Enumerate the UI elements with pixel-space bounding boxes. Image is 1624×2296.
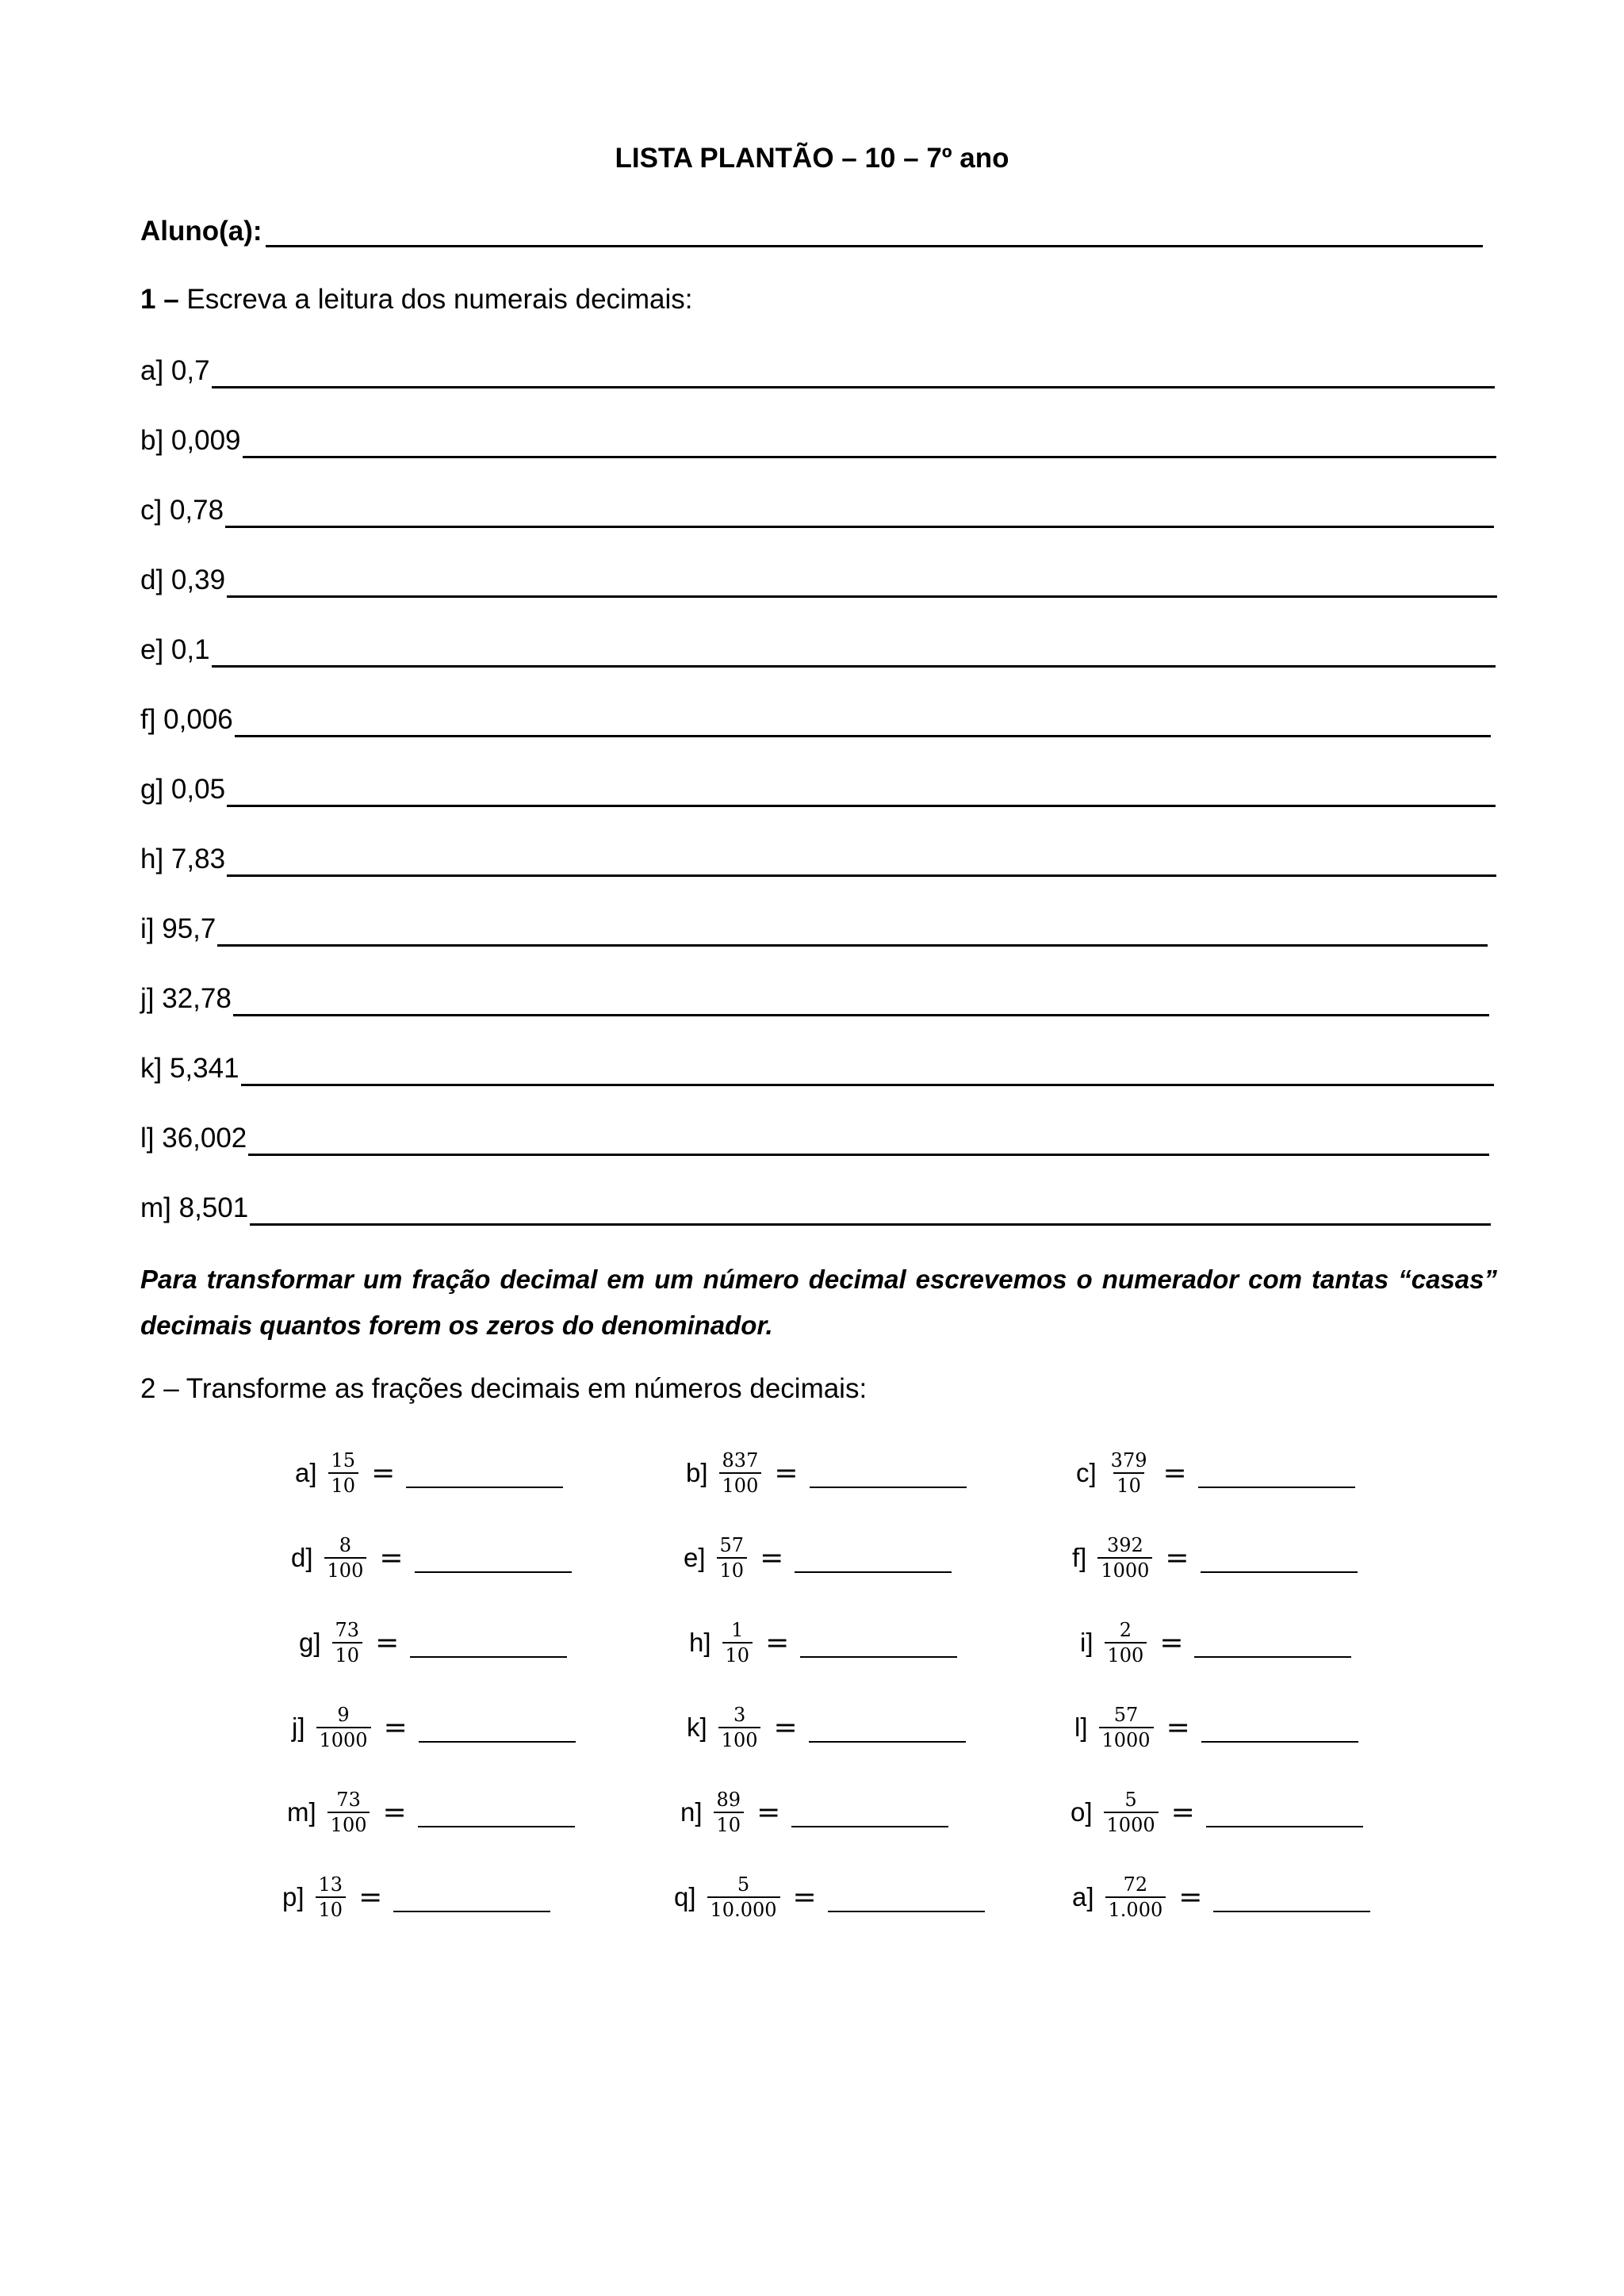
question-1-instruction [140, 282, 692, 317]
q2-item [689, 1613, 957, 1673]
q2-item [295, 1443, 563, 1503]
q2-item [1071, 1782, 1363, 1843]
equals-sign: = [1162, 1456, 1187, 1490]
equals-sign: = [1178, 1881, 1203, 1914]
equals-sign: = [765, 1626, 790, 1659]
q2-item [287, 1782, 575, 1843]
fraction [707, 1873, 780, 1922]
q2-answer-blank[interactable] [418, 1802, 575, 1827]
numerator: 5 [1124, 1789, 1137, 1811]
q2-answer-blank[interactable] [393, 1887, 550, 1912]
q1-item [140, 842, 1496, 877]
q2-item-label: l] [1074, 1712, 1088, 1742]
q1-answer-line[interactable] [227, 776, 1496, 807]
numerator: 15 [331, 1449, 356, 1471]
question-1-text: Escreva a leitura dos numerais decimais: [186, 284, 693, 315]
numerator: 5 [737, 1873, 750, 1896]
q1-answer-line[interactable] [225, 497, 1494, 528]
numerator: 3 [733, 1704, 746, 1726]
q1-answer-line[interactable] [217, 916, 1488, 947]
q1-item [140, 1121, 1489, 1156]
denominator: 10 [714, 1812, 745, 1837]
numerator: 392 [1106, 1534, 1143, 1556]
q2-item-label: b] [686, 1458, 708, 1487]
equals-sign: = [774, 1456, 799, 1490]
fraction [714, 1788, 745, 1837]
q2-item-label: q] [674, 1882, 696, 1911]
numerator: 9 [337, 1704, 350, 1726]
fraction [719, 1448, 762, 1498]
q1-item [140, 912, 1488, 947]
q2-answer-blank[interactable] [419, 1717, 576, 1743]
q2-item [282, 1867, 550, 1927]
q2-answer-blank[interactable] [809, 1717, 966, 1743]
q2-item-label: h] [689, 1628, 711, 1657]
numerator: 2 [1119, 1619, 1132, 1641]
denominator: 100 [718, 1727, 761, 1752]
fraction [316, 1873, 347, 1922]
q1-item-label: e] 0,1 [140, 634, 210, 665]
denominator: 10 [332, 1642, 363, 1667]
fraction [1105, 1618, 1147, 1667]
denominator: 10 [722, 1642, 753, 1667]
numerator: 72 [1123, 1873, 1148, 1896]
q2-item [1080, 1613, 1351, 1673]
denominator: 10 [717, 1557, 748, 1582]
q2-item-label: k] [687, 1712, 707, 1742]
q1-answer-line[interactable] [235, 706, 1491, 737]
equals-sign: = [358, 1881, 383, 1914]
equals-sign: = [375, 1626, 400, 1659]
numerator: 73 [336, 1789, 361, 1811]
equals-sign: = [383, 1711, 408, 1744]
q1-item-label: k] 5,341 [140, 1053, 239, 1084]
q1-item [140, 563, 1497, 598]
fraction [328, 1448, 359, 1498]
fraction [722, 1618, 753, 1667]
equals-sign: = [1159, 1626, 1184, 1659]
rule-explanation: Para transformar um fração decimal em um número decimal escrevemos o numerador com tantas “casas” decimais quantos forem os zeros do denominador. [140, 1265, 1497, 1340]
q1-answer-line[interactable] [250, 1195, 1491, 1226]
numerator: 57 [719, 1534, 745, 1556]
denominator: 10 [1113, 1472, 1144, 1498]
q1-item-label: b] 0,009 [140, 425, 241, 456]
fraction [332, 1618, 363, 1667]
numerator: 89 [716, 1789, 741, 1811]
q2-item-label: a] [295, 1458, 317, 1487]
q2-item-label: i] [1080, 1628, 1094, 1657]
q2-answer-blank[interactable] [828, 1887, 985, 1912]
q2-item-label: o] [1071, 1797, 1093, 1827]
q2-item [680, 1782, 948, 1843]
q2-answer-blank[interactable] [406, 1463, 563, 1488]
numerator: 73 [335, 1619, 360, 1641]
denominator: 10 [316, 1896, 347, 1922]
q2-item [687, 1697, 966, 1758]
equals-sign: = [756, 1796, 781, 1829]
q1-item-label: f] 0,006 [140, 704, 233, 735]
numerator: 13 [318, 1873, 343, 1896]
q1-item-label: i] 95,7 [140, 913, 216, 944]
denominator: 1000 [1104, 1812, 1159, 1837]
q2-answer-blank[interactable] [800, 1632, 957, 1658]
denominator: 1000 [316, 1727, 371, 1752]
page-title: LISTA PLANTÃO – 10 – 7º ano [615, 143, 1009, 174]
denominator: 10 [328, 1472, 359, 1498]
question-2-instruction: 2 – Transforme as frações decimais em números decimais: [140, 1373, 868, 1404]
denominator: 10.000 [707, 1896, 780, 1922]
fraction [1105, 1873, 1166, 1922]
q1-item [140, 633, 1496, 668]
q1-item-label: g] 0,05 [140, 774, 226, 805]
denominator: 100 [327, 1812, 370, 1837]
fraction [1099, 1703, 1154, 1752]
q2-item-label: n] [680, 1797, 703, 1827]
numerator: 1 [731, 1619, 744, 1641]
q2-item [1072, 1528, 1358, 1588]
denominator: 1.000 [1105, 1896, 1166, 1922]
question-1-number: 1 – [140, 284, 179, 315]
q2-item-label: j] [292, 1712, 305, 1742]
denominator: 100 [1105, 1642, 1147, 1667]
q2-item [1074, 1697, 1358, 1758]
q2-answer-blank[interactable] [810, 1463, 967, 1488]
q2-item [292, 1697, 576, 1758]
equals-sign: = [773, 1711, 798, 1744]
q1-item [140, 982, 1489, 1016]
q1-item-label: c] 0,78 [140, 495, 224, 526]
q1-answer-line[interactable] [241, 1055, 1494, 1086]
denominator: 100 [324, 1557, 367, 1582]
numerator: 8 [339, 1534, 352, 1556]
q2-answer-blank[interactable] [1198, 1463, 1355, 1488]
q2-answer-blank[interactable] [1201, 1548, 1358, 1573]
q1-item [140, 354, 1495, 388]
denominator: 100 [719, 1472, 762, 1498]
q1-item-label: j] 32,78 [140, 983, 232, 1014]
q2-item-label: m] [287, 1797, 316, 1827]
fraction [1108, 1448, 1151, 1498]
q2-item [299, 1613, 567, 1673]
q2-answer-blank[interactable] [1213, 1887, 1370, 1912]
q2-item-label: a] [1072, 1882, 1094, 1911]
q2-item-label: e] [684, 1543, 706, 1572]
q2-item-label: d] [291, 1543, 313, 1572]
fraction [717, 1533, 748, 1582]
denominator: 1000 [1097, 1557, 1152, 1582]
fraction [324, 1533, 367, 1582]
q2-item [1072, 1867, 1370, 1927]
q2-answer-blank[interactable] [1194, 1632, 1351, 1658]
q2-answer-blank[interactable] [1201, 1717, 1358, 1743]
q1-answer-line[interactable] [233, 985, 1489, 1016]
q1-item-label: h] 7,83 [140, 844, 226, 874]
q1-item [140, 1051, 1494, 1086]
q2-answer-blank[interactable] [1206, 1802, 1363, 1827]
q1-item-label: m] 8,501 [140, 1192, 249, 1223]
equals-sign: = [1165, 1541, 1189, 1575]
q2-item-label: f] [1072, 1543, 1087, 1572]
q1-answer-line[interactable] [248, 1125, 1489, 1156]
equals-sign: = [760, 1541, 784, 1575]
equals-sign: = [382, 1796, 407, 1829]
q1-item-label: l] 36,002 [140, 1123, 247, 1154]
q2-item [674, 1867, 985, 1927]
student-name-field[interactable] [266, 216, 1483, 247]
fraction [1097, 1533, 1152, 1582]
q1-item [140, 423, 1496, 458]
q1-answer-line[interactable] [227, 567, 1497, 598]
fraction [718, 1703, 761, 1752]
fraction [327, 1788, 370, 1837]
student-name-row [140, 212, 1483, 247]
q2-item [686, 1443, 967, 1503]
q1-item [140, 702, 1491, 737]
q2-answer-blank[interactable] [795, 1548, 952, 1573]
q2-answer-blank[interactable] [791, 1802, 948, 1827]
q1-item-label: a] 0,7 [140, 355, 210, 386]
q1-item [140, 493, 1494, 528]
q2-item-label: c] [1076, 1458, 1097, 1487]
q2-item [1076, 1443, 1355, 1503]
equals-sign: = [1166, 1711, 1190, 1744]
numerator: 57 [1113, 1704, 1139, 1726]
q1-item [140, 772, 1496, 807]
q2-item-label: p] [282, 1882, 304, 1911]
q1-answer-line[interactable] [212, 637, 1496, 668]
fraction [316, 1703, 371, 1752]
fraction [1104, 1788, 1159, 1837]
equals-sign: = [1170, 1796, 1195, 1829]
q1-answer-line[interactable] [243, 427, 1497, 458]
q2-answer-blank[interactable] [410, 1632, 567, 1658]
numerator: 379 [1110, 1449, 1147, 1471]
denominator: 1000 [1099, 1727, 1154, 1752]
student-label: Aluno(a): [140, 216, 262, 247]
q1-item [140, 1191, 1491, 1226]
q2-item-label: g] [299, 1628, 321, 1657]
equals-sign: = [371, 1456, 396, 1490]
q2-answer-blank[interactable] [415, 1548, 572, 1573]
equals-sign: = [379, 1541, 404, 1575]
numerator: 837 [722, 1449, 759, 1471]
q1-answer-line[interactable] [212, 358, 1495, 388]
q1-answer-line[interactable] [227, 846, 1496, 877]
q1-item-label: d] 0,39 [140, 564, 226, 595]
equals-sign: = [792, 1881, 817, 1914]
q2-item [684, 1528, 952, 1588]
q2-item [291, 1528, 572, 1588]
